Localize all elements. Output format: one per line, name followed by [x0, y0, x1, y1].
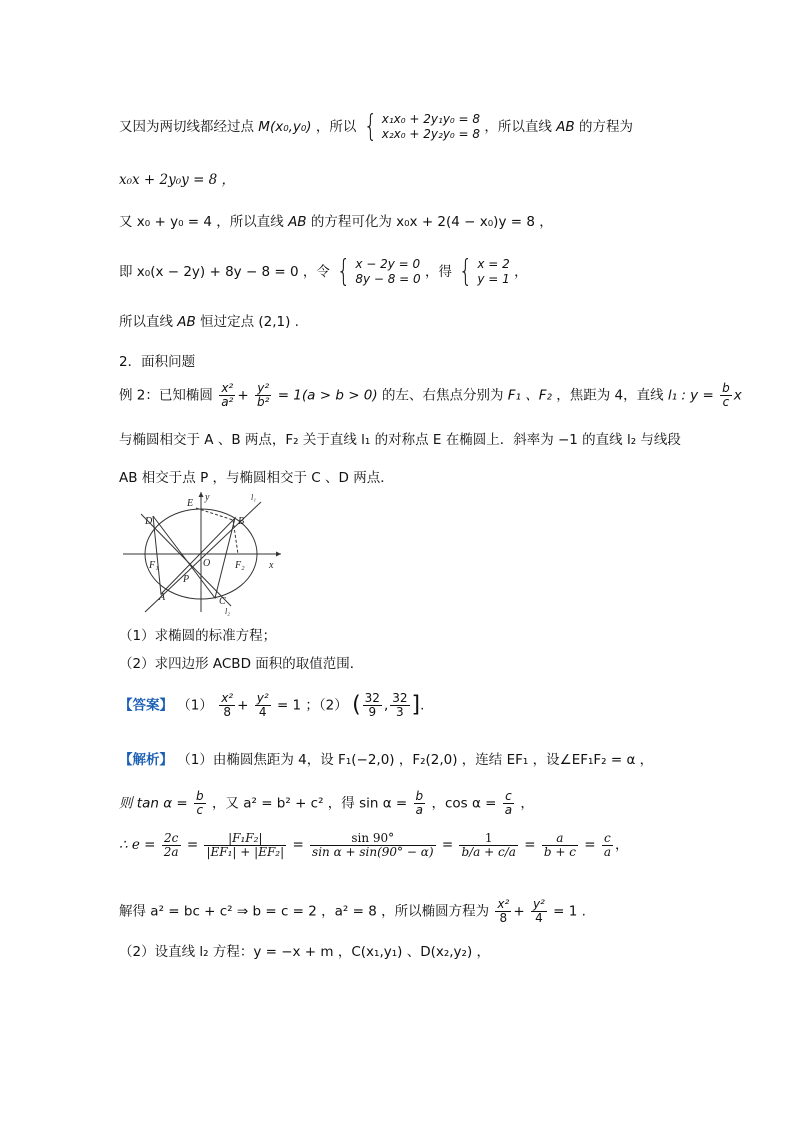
- eq-row: y = 1: [477, 272, 510, 286]
- analysis-line-3: ∴ e = $\frac{2c}{2a}$ = $\frac{\text{|F₁F₂|}}{\text{|EF₁| + |EF₂|}}$ = $\frac{\sin 90^\circ}{\text{sin α + sin(90° − α)}}$ = $\frac{1}{b/a + c/a}$ = $\frac{a}{b + c}$ = $\frac{c}{a}$ ，: [119, 831, 629, 859]
- numerator: 1: [459, 832, 517, 846]
- quadrilateral-acbd: [153, 516, 235, 598]
- math-ab: AB: [177, 314, 196, 330]
- math-ab: AB: [556, 119, 575, 135]
- line-solve-fixed-point: [119, 254, 528, 289]
- label-x: x: [269, 560, 274, 571]
- label-o: O: [203, 558, 211, 569]
- denominator: 8: [499, 911, 508, 925]
- fraction: [162, 832, 181, 859]
- math-point-m: M(x₀,y₀): [258, 119, 312, 135]
- analysis-line-5: （2）设直线 l₂ 方程：y = −x + m ，C(x₁,y₁) 、D(x₂,y₂) ，: [119, 944, 491, 960]
- numerator: c: [503, 790, 514, 804]
- math-ab: AB: [288, 214, 307, 230]
- fraction: [390, 692, 409, 719]
- denominator: sin α + sin(90° − α): [312, 845, 434, 859]
- math-condition: = 1(a > b > 0): [277, 387, 378, 404]
- label-a: A: [159, 592, 166, 603]
- fraction: [414, 790, 426, 817]
- ellipse-figure: [119, 488, 289, 616]
- text: 即 x₀(x − 2y) + 8y − 8 = 0 ，令: [119, 264, 330, 280]
- text: 又 x₀ + y₀ = 4 ，所以直线: [119, 214, 284, 230]
- math-l1: l₁ : y =: [667, 387, 714, 404]
- math-x: x: [733, 387, 742, 404]
- numerator: x²: [219, 382, 235, 396]
- numerator: y²: [255, 382, 271, 396]
- text: ，焦距为 4，直线: [556, 387, 664, 404]
- line-substitute: [119, 214, 553, 230]
- denominator: 3: [396, 705, 404, 719]
- fraction: [310, 832, 435, 859]
- numerator: x²: [497, 897, 510, 911]
- denominator: |EF₁| + |EF₂|: [206, 845, 285, 859]
- text: =: [186, 837, 199, 853]
- question-2: （2）求四边形 ACBD 面积的取值范围．: [119, 656, 364, 672]
- text: =: [441, 837, 454, 853]
- numerator: 32: [364, 691, 380, 705]
- label-d: D: [145, 516, 153, 527]
- text: 恒过定点 (2,1) .: [200, 314, 299, 330]
- text: 的方程为: [578, 119, 633, 135]
- analysis-line-2: [119, 790, 534, 817]
- denominator: 2a: [163, 845, 179, 859]
- label-f1: F₁: [149, 560, 159, 571]
- denominator: 4: [535, 911, 543, 925]
- numerator: a: [542, 832, 578, 846]
- text: ，cos α =: [431, 795, 497, 812]
- text: （1）由椭圆焦距为 4，设 F₁(−2,0) ，F₂(2,0) ，连结 EF₁ ，设∠EF₁F₂ = α ，: [177, 752, 654, 768]
- numerator: y²: [532, 897, 545, 911]
- denominator: a: [504, 803, 513, 817]
- eq-row: x₂x₀ + 2y₂y₀ = 8: [381, 127, 481, 141]
- numerator: 2c: [162, 832, 181, 846]
- denominator: b²: [256, 395, 270, 409]
- text: ，所以直线: [484, 119, 552, 135]
- fraction: [531, 898, 547, 925]
- text: （1）: [177, 697, 213, 714]
- text: ，所以: [315, 119, 357, 135]
- denominator: b + c: [543, 845, 576, 859]
- line-ab-equation: x₀x + 2y₀y = 8 ，: [119, 172, 236, 188]
- label-b: B: [238, 516, 245, 527]
- line-tangent-point: [119, 109, 633, 144]
- numerator: y²: [256, 691, 269, 705]
- text: 的左、右焦点分别为: [381, 387, 504, 404]
- text: = 1 ；（2）: [276, 697, 348, 714]
- analysis-line-1: [119, 752, 653, 768]
- eq-row: 8y − 8 = 0: [355, 272, 421, 286]
- text: ，得: [424, 264, 452, 280]
- text: =: [292, 837, 304, 853]
- fraction: [363, 692, 382, 719]
- numerator: 32: [392, 691, 408, 705]
- question-1: （1）求椭圆的标准方程；: [119, 628, 277, 644]
- fraction: [503, 790, 514, 817]
- example-2-line-3: AB 相交于点 P ，与椭圆相交于 C 、D 两点．: [119, 470, 394, 486]
- equation-system: { x = 2 y = 1: [459, 254, 510, 289]
- text: 所以直线: [119, 314, 173, 330]
- label-p: P: [183, 574, 190, 585]
- analysis-tag: 【解析】: [119, 752, 173, 768]
- denominator: a: [415, 803, 424, 817]
- text: 则 tan α =: [119, 795, 188, 812]
- fraction: [219, 692, 235, 719]
- denominator: c: [722, 395, 730, 409]
- label-c: C: [219, 596, 226, 607]
- label-f2: F₂: [235, 560, 245, 571]
- text: ，: [514, 264, 528, 280]
- numerator: x²: [221, 691, 234, 705]
- eq-row: x − 2y = 0: [355, 257, 421, 271]
- line-fixed-point-conclusion: [119, 314, 299, 330]
- equation-system: { x − 2y = 0 8y − 8 = 0: [337, 254, 421, 289]
- denominator: 9: [368, 705, 377, 719]
- denominator: a: [603, 845, 611, 859]
- text: ，又 a² = b² + c² ，得 sin α =: [211, 795, 408, 812]
- numerator: c: [602, 832, 613, 846]
- text: ，: [520, 795, 534, 812]
- denominator: 4: [258, 705, 267, 719]
- numerator: b: [415, 789, 424, 803]
- text: = 1 .: [553, 903, 586, 920]
- math-foci: F₁ 、F₂: [507, 387, 552, 404]
- y-arrow: [199, 492, 204, 497]
- text: =: [584, 837, 596, 853]
- fraction: [255, 692, 271, 719]
- denominator: b/a + c/a: [461, 845, 516, 859]
- example-2-line-2: 与椭圆相交于 A 、B 两点，F₂ 关于直线 l₁ 的对称点 E 在椭圆上．斜率为 −1 的直线 l₂ 与线段: [119, 432, 681, 448]
- fraction: [255, 382, 271, 409]
- answer-tag: 【答案】: [119, 697, 173, 714]
- text: =: [524, 837, 536, 853]
- label-y: y: [205, 492, 210, 503]
- x-arrow: [276, 552, 281, 557]
- text: 的方程可化为 x₀x + 2(4 − x₀)y = 8 ，: [310, 214, 553, 230]
- text: 解得 a² = bc + c² ⇒ b = c = 2 ，a² = 8 ，所以椭圆方程为: [119, 903, 490, 920]
- analysis-line-4: 解得 a² = bc + c² ⇒ b = c = 2 ，a² = 8 ，所以椭圆方程为 $\frac{\text{x²}}{8}$ + $\frac{\text{y²}}{4}$ = 1 .: [119, 897, 586, 925]
- label-l2: l₂: [225, 607, 231, 616]
- fraction: [542, 832, 578, 859]
- eq-row: x₁x₀ + 2y₁y₀ = 8: [381, 112, 481, 126]
- denominator: c: [196, 803, 204, 817]
- numerator: sin 90°: [310, 832, 435, 846]
- eq-row: x = 2: [477, 257, 510, 271]
- answer-line: 【答案】 （1） $\frac{\text{x²}}{8}$ + $\frac{\text{y²}}{4}$ = 1 ；（2） ( $\frac{32}{9}$ , $\frac{32}{3}$ ].: [119, 691, 425, 719]
- section-heading-area: 2．面积问题: [119, 354, 196, 370]
- text: 例 2：已知椭圆: [119, 387, 213, 404]
- fraction: [204, 832, 286, 859]
- numerator: b: [196, 789, 204, 803]
- fraction: [459, 832, 517, 859]
- label-l1: l₁: [251, 493, 257, 502]
- ellipse-diagram: [119, 488, 289, 616]
- example-2-line-1: 例 2：已知椭圆 $\frac{\text{x²}}{\text{a²}}$ + $\frac{\text{y²}}{\text{b²}}$ = 1(a > b > 0) 的左、右焦点分别为 F₁ 、F₂ ，焦距为 4，直线 l₁ : y = $\frac{b}{c}$ x: [119, 381, 742, 409]
- fraction: [720, 382, 732, 409]
- text: ∴ e =: [119, 837, 156, 853]
- numerator: |F₁F₂|: [204, 832, 286, 846]
- label-e: E: [187, 498, 194, 509]
- fraction: [194, 790, 206, 817]
- fraction: [602, 832, 613, 859]
- fraction: [219, 382, 235, 409]
- equation-system: { x₁x₀ + 2y₁y₀ = 8 x₂x₀ + 2y₂y₀ = 8: [363, 109, 481, 144]
- denominator: a²: [221, 395, 234, 409]
- denominator: 8: [223, 705, 231, 719]
- text: 又因为两切线都经过点: [119, 119, 254, 135]
- fraction: [495, 898, 511, 925]
- numerator: b: [722, 381, 730, 395]
